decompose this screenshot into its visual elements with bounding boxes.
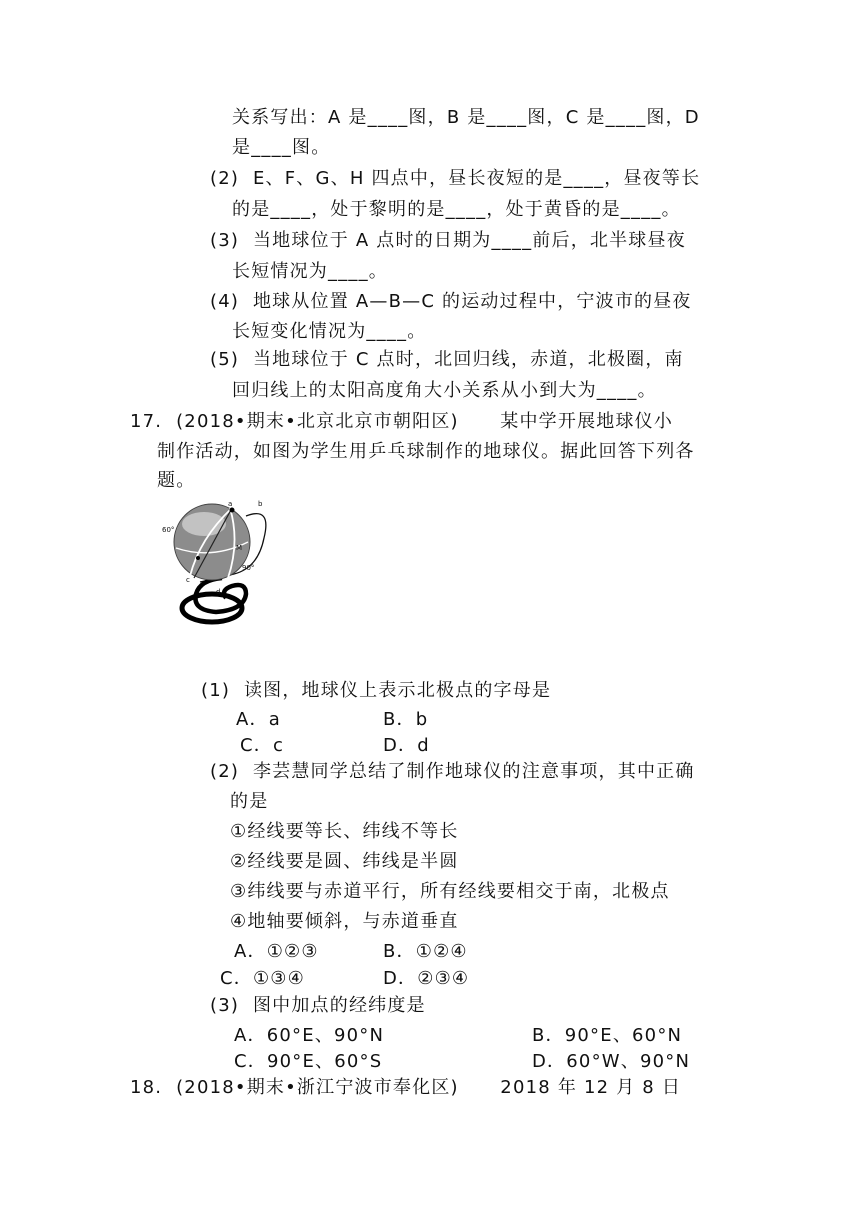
label-d: d [216,588,221,596]
q16-sub4-line-1: (4) 地球从位置 A—B—C 的运动过程中，宁波市的昼夜 [210,291,692,312]
globe-figure [160,498,276,628]
q17-sub3-option-b: B．90°E、60°N [532,1025,683,1046]
q17-sub2-statement-2: ②经线要是圆、纬线是半圆 [230,851,459,872]
label-c: c [186,576,190,584]
q16-sub5-line-2: 回归线上的太阳高度角大小关系从小到大为____。 [232,380,657,401]
q17-sub1-option-a: A．a [236,709,281,730]
q17-stem-line-3: 题。 [157,470,196,491]
q16-sub3-line-2: 长短情况为____。 [232,261,388,282]
q17-sub1-option-b: B．b [383,709,429,730]
q17-sub3-option-a: A．60°E、90°N [234,1025,385,1046]
q16-sub2-line-1: (2) E、F、G、H 四点中，昼长夜短的是____，昼夜等长 [210,168,701,189]
q17-sub2-statement-1: ①经线要等长、纬线不等长 [230,821,459,842]
q17-sub2-statement-3: ③纬线要与赤道平行，所有经线要相交于南，北极点 [230,881,670,902]
q17-sub2-stem-line-1: (2) 李芸慧同学总结了制作地球仪的注意事项，其中正确 [210,761,695,782]
q17-sub3-option-d: D．60°W、90°N [532,1051,691,1072]
globe-drawing [160,498,276,628]
q17-sub2-option-d: D．②③④ [383,968,470,989]
q17-sub1-stem: (1) 读图，地球仪上表示北极点的字母是 [201,680,552,701]
label-60: 60° [162,526,175,534]
q16-line-1: 关系写出：A 是____图，B 是____图，C 是____图，D [232,107,700,128]
label-b: b [258,500,263,508]
q17-sub1-option-d: D．d [383,735,430,756]
q17-stem-line-2: 制作活动，如图为学生用乒乓球制作的地球仪。据此回答下列各 [157,441,695,462]
label-m: M [236,544,243,552]
label-a: a [228,500,233,508]
q17-stem-line-1: 17. (2018•期末•北京北京市朝阳区) 某中学开展地球仪小 [130,411,674,432]
point-a-dot [230,508,235,513]
marked-point-dot [196,556,200,560]
q16-sub4-line-2: 长短变化情况为____。 [232,321,427,342]
label-90: 90° [242,564,255,572]
q17-sub3-option-c: C．90°E、60°S [234,1051,383,1072]
q17-sub2-option-c: C．①③④ [220,968,305,989]
q17-sub2-stem-line-2: 的是 [230,791,269,812]
q16-sub2-line-2: 的是____，处于黎明的是____，处于黄昏的是____。 [232,199,681,220]
q17-sub1-option-c: C．c [240,735,285,756]
q18-stem-line-1: 18. (2018•期末•浙江宁波市奉化区) 2018 年 12 月 8 日 [130,1077,682,1098]
q16-sub3-line-1: (3) 当地球位于 A 点时的日期为____前后，北半球昼夜 [210,230,686,251]
q16-line-2: 是____图。 [232,137,331,158]
q17-sub2-option-a: A．①②③ [234,941,319,962]
q16-sub5-line-1: (5) 当地球位于 C 点时，北回归线，赤道，北极圈，南 [210,349,684,370]
q17-sub2-option-b: B．①②④ [383,941,468,962]
q17-sub3-stem: (3) 图中加点的经纬度是 [210,995,426,1016]
q17-sub2-statement-4: ④地轴要倾斜，与赤道垂直 [230,911,459,932]
